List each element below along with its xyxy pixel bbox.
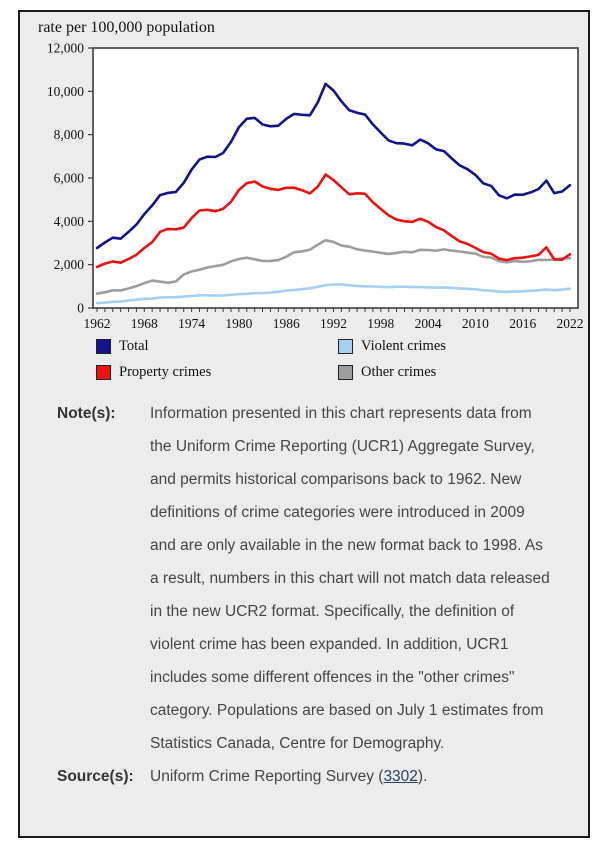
legend-swatch-total-icon bbox=[96, 339, 111, 354]
source-text bbox=[150, 760, 554, 793]
svg-text:2004: 2004 bbox=[414, 316, 442, 331]
crime-rate-line-chart bbox=[20, 40, 588, 336]
legend-item-violent-crimes bbox=[338, 338, 588, 355]
svg-text:1992: 1992 bbox=[320, 316, 347, 331]
notes-row bbox=[57, 397, 588, 760]
source-label: Source(s): bbox=[57, 768, 134, 785]
chart-axis-title: rate per 100,000 population bbox=[38, 19, 215, 36]
legend-item-total bbox=[96, 338, 338, 355]
svg-text:1968: 1968 bbox=[130, 316, 158, 331]
svg-text:1980: 1980 bbox=[225, 316, 253, 331]
legend-label-other-crimes: Other crimes bbox=[361, 364, 437, 380]
svg-text:2022: 2022 bbox=[556, 316, 584, 331]
svg-text:8,000: 8,000 bbox=[53, 127, 84, 143]
legend-swatch-property-crimes-icon bbox=[96, 365, 111, 380]
svg-text:0: 0 bbox=[77, 300, 84, 316]
svg-text:2,000: 2,000 bbox=[53, 257, 84, 273]
legend-label-property-crimes: Property crimes bbox=[119, 364, 212, 380]
svg-text:12,000: 12,000 bbox=[46, 40, 84, 56]
legend-label-total: Total bbox=[119, 338, 149, 354]
svg-text:4,000: 4,000 bbox=[53, 213, 84, 229]
legend-label-violent-crimes: Violent crimes bbox=[361, 338, 446, 354]
source-survey-link[interactable]: 3302 bbox=[383, 768, 418, 785]
svg-text:2010: 2010 bbox=[461, 316, 489, 331]
legend-swatch-violent-crimes-icon bbox=[338, 339, 353, 354]
svg-text:1986: 1986 bbox=[272, 316, 300, 331]
svg-text:10,000: 10,000 bbox=[46, 83, 84, 99]
chart-legend bbox=[96, 338, 588, 381]
notes-label: Note(s): bbox=[57, 405, 116, 422]
svg-text:2016: 2016 bbox=[509, 316, 537, 331]
notes-text: Information presented in this chart represents data from the Uniform Crime Reporting (UCR1) Aggregate Survey, and permits historical comparisons back to 1962. New definitions of crime categories were introduced in 2009 and are only available in the new format back to 1998. As a result, numbers in this chart will not match data released in the new UCR2 format. Specifically, the definition of violent crime has been expanded. In addition, UCR1 includes some different offences in the "other crimes" category. Populations are based on July 1 estimates from Statistics Canada, Centre for Demography. bbox=[150, 405, 550, 752]
svg-text:1962: 1962 bbox=[83, 316, 111, 331]
source-row bbox=[57, 760, 588, 793]
source-text-suffix: ). bbox=[417, 768, 428, 785]
svg-text:1998: 1998 bbox=[367, 316, 395, 331]
legend-item-other-crimes bbox=[338, 364, 588, 381]
svg-text:1974: 1974 bbox=[178, 316, 206, 331]
source-text-prefix: Uniform Crime Reporting Survey ( bbox=[150, 768, 384, 785]
legend-item-property-crimes bbox=[96, 364, 338, 381]
legend-swatch-other-crimes-icon bbox=[338, 365, 353, 380]
svg-text:6,000: 6,000 bbox=[53, 170, 84, 186]
chart-panel bbox=[18, 10, 590, 838]
